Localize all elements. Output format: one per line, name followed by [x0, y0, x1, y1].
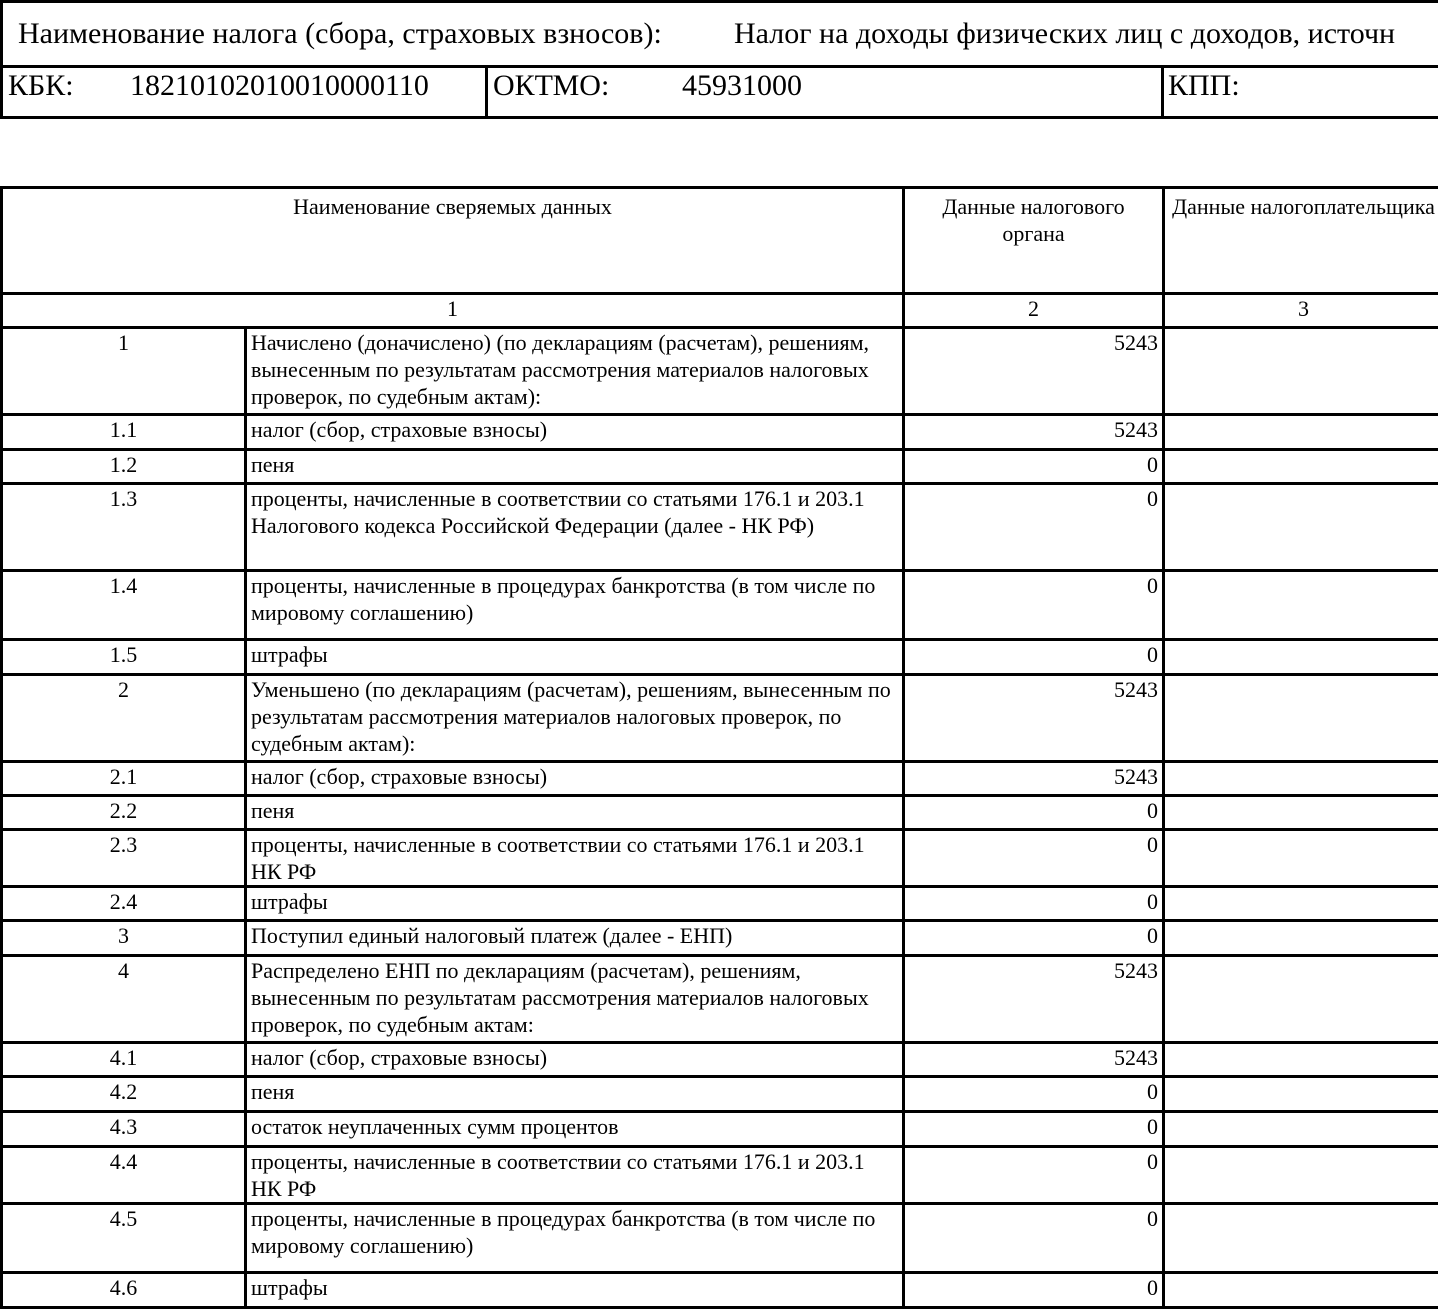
- col-number-row: [2, 294, 1438, 328]
- row-tax-value: 5243: [904, 762, 1164, 796]
- row-number: 4.2: [2, 1077, 246, 1112]
- kpp-label: КПП:: [1168, 69, 1240, 103]
- row-number: 1: [2, 328, 246, 415]
- row-name: штрафы: [246, 1273, 904, 1308]
- row-taxpayer-value: [1164, 1077, 1438, 1112]
- tax-name-value: Налог на доходы физических лиц с доходов, источн: [734, 17, 1395, 51]
- row-number: 4.3: [2, 1112, 246, 1147]
- table-row: [2, 1273, 1438, 1308]
- row-taxpayer-value: [1164, 921, 1438, 956]
- row-name: проценты, начисленные в процедурах банкротства (в том числе по мировому соглашению): [246, 1204, 904, 1273]
- row-name: проценты, начисленные в соответствии со статьями 176.1 и 203.1 Налогового кодекса Российской Федерации (далее - НК РФ): [246, 484, 904, 571]
- table-row: [2, 1204, 1438, 1273]
- col-header-name: Наименование сверяемых данных: [2, 188, 904, 294]
- table-row: [2, 1147, 1438, 1204]
- table-row: [2, 956, 1438, 1043]
- col-header-tax-authority: Данные налогового органа: [904, 188, 1164, 294]
- row-tax-value: 0: [904, 1077, 1164, 1112]
- table-row: [2, 1077, 1438, 1112]
- row-tax-value: 0: [904, 450, 1164, 484]
- row-number: 1.1: [2, 415, 246, 450]
- table-row: [2, 640, 1438, 675]
- table-row: [2, 921, 1438, 956]
- row-tax-value: 0: [904, 571, 1164, 640]
- row-taxpayer-value: [1164, 571, 1438, 640]
- divider: [1161, 66, 1164, 119]
- row-tax-value: 5243: [904, 1043, 1164, 1077]
- row-tax-value: 0: [904, 887, 1164, 921]
- row-tax-value: 0: [904, 921, 1164, 956]
- row-taxpayer-value: [1164, 415, 1438, 450]
- table-row: [2, 450, 1438, 484]
- divider: [485, 66, 488, 119]
- row-number: 4: [2, 956, 246, 1043]
- divider: [0, 65, 1438, 68]
- table-row: [2, 675, 1438, 762]
- row-name: пеня: [246, 1077, 904, 1112]
- row-taxpayer-value: [1164, 762, 1438, 796]
- row-taxpayer-value: [1164, 956, 1438, 1043]
- row-number: 4.1: [2, 1043, 246, 1077]
- row-name: остаток неуплаченных сумм процентов: [246, 1112, 904, 1147]
- table-row: [2, 1112, 1438, 1147]
- row-tax-value: 5243: [904, 328, 1164, 415]
- row-taxpayer-value: [1164, 1147, 1438, 1204]
- table-row: [2, 571, 1438, 640]
- row-name: проценты, начисленные в соответствии со статьями 176.1 и 203.1 НК РФ: [246, 830, 904, 887]
- row-tax-value: 5243: [904, 675, 1164, 762]
- row-number: 1.2: [2, 450, 246, 484]
- row-number: 1.3: [2, 484, 246, 571]
- row-tax-value: 5243: [904, 415, 1164, 450]
- tax-name-label: Наименование налога (сбора, страховых взносов):: [18, 17, 662, 51]
- row-tax-value: 0: [904, 1273, 1164, 1308]
- row-tax-value: 0: [904, 640, 1164, 675]
- row-taxpayer-value: [1164, 1112, 1438, 1147]
- row-tax-value: 0: [904, 1204, 1164, 1273]
- row-name: Распределено ЕНП по декларациям (расчетам), решениям, вынесенным по результатам рассмотрения материалов налоговых проверок, по судебным актам:: [246, 956, 904, 1043]
- table-row: [2, 484, 1438, 571]
- row-taxpayer-value: [1164, 1043, 1438, 1077]
- row-number: 4.5: [2, 1204, 246, 1273]
- row-name: пеня: [246, 450, 904, 484]
- row-name: штрафы: [246, 887, 904, 921]
- col-number-1: 1: [2, 294, 904, 328]
- row-taxpayer-value: [1164, 328, 1438, 415]
- row-number: 1.5: [2, 640, 246, 675]
- row-taxpayer-value: [1164, 796, 1438, 830]
- kbk-label: КБК:: [8, 69, 74, 103]
- table-row: [2, 1043, 1438, 1077]
- row-name: налог (сбор, страховые взносы): [246, 415, 904, 450]
- row-tax-value: 0: [904, 830, 1164, 887]
- row-number: 2.3: [2, 830, 246, 887]
- row-number: 2.1: [2, 762, 246, 796]
- table-row: [2, 415, 1438, 450]
- row-name: Начислено (доначислено) (по декларациям (расчетам), решениям, вынесенным по результатам рассмотрения материалов налоговых проверок, по судебным актам):: [246, 328, 904, 415]
- table-row: [2, 887, 1438, 921]
- divider: [0, 0, 3, 119]
- row-taxpayer-value: [1164, 887, 1438, 921]
- divider: [0, 0, 1438, 3]
- table-row: [2, 830, 1438, 887]
- row-tax-value: 0: [904, 796, 1164, 830]
- row-tax-value: 5243: [904, 956, 1164, 1043]
- row-tax-value: 0: [904, 1147, 1164, 1204]
- col-header-taxpayer: Данные налогоплательщика: [1164, 188, 1438, 294]
- tax-header: [0, 0, 1438, 120]
- table-row: [2, 796, 1438, 830]
- divider: [0, 116, 1438, 119]
- row-number: 3: [2, 921, 246, 956]
- reconciliation-table: [0, 186, 1438, 1309]
- row-tax-value: 0: [904, 484, 1164, 571]
- row-taxpayer-value: [1164, 450, 1438, 484]
- row-number: 1.4: [2, 571, 246, 640]
- row-name: Уменьшено (по декларациям (расчетам), решениям, вынесенным по результатам рассмотрения материалов налоговых проверок, по судебным актам):: [246, 675, 904, 762]
- table-row: [2, 328, 1438, 415]
- table-row: [2, 762, 1438, 796]
- row-name: налог (сбор, страховые взносы): [246, 1043, 904, 1077]
- kbk-value: 18210102010010000110: [130, 69, 429, 103]
- col-number-3: 3: [1164, 294, 1438, 328]
- oktmo-value: 45931000: [682, 69, 802, 103]
- row-number: 2.2: [2, 796, 246, 830]
- oktmo-label: ОКТМО:: [493, 69, 609, 103]
- row-taxpayer-value: [1164, 675, 1438, 762]
- row-taxpayer-value: [1164, 1273, 1438, 1308]
- row-tax-value: 0: [904, 1112, 1164, 1147]
- row-number: 4.4: [2, 1147, 246, 1204]
- row-name: пеня: [246, 796, 904, 830]
- col-number-2: 2: [904, 294, 1164, 328]
- row-number: 2: [2, 675, 246, 762]
- row-name: Поступил единый налоговый платеж (далее - ЕНП): [246, 921, 904, 956]
- row-name: налог (сбор, страховые взносы): [246, 762, 904, 796]
- row-number: 4.6: [2, 1273, 246, 1308]
- row-taxpayer-value: [1164, 830, 1438, 887]
- row-taxpayer-value: [1164, 640, 1438, 675]
- row-name: проценты, начисленные в процедурах банкротства (в том числе по мировому соглашению): [246, 571, 904, 640]
- header-row: [2, 188, 1438, 294]
- row-name: штрафы: [246, 640, 904, 675]
- row-name: проценты, начисленные в соответствии со статьями 176.1 и 203.1 НК РФ: [246, 1147, 904, 1204]
- row-taxpayer-value: [1164, 1204, 1438, 1273]
- row-number: 2.4: [2, 887, 246, 921]
- row-taxpayer-value: [1164, 484, 1438, 571]
